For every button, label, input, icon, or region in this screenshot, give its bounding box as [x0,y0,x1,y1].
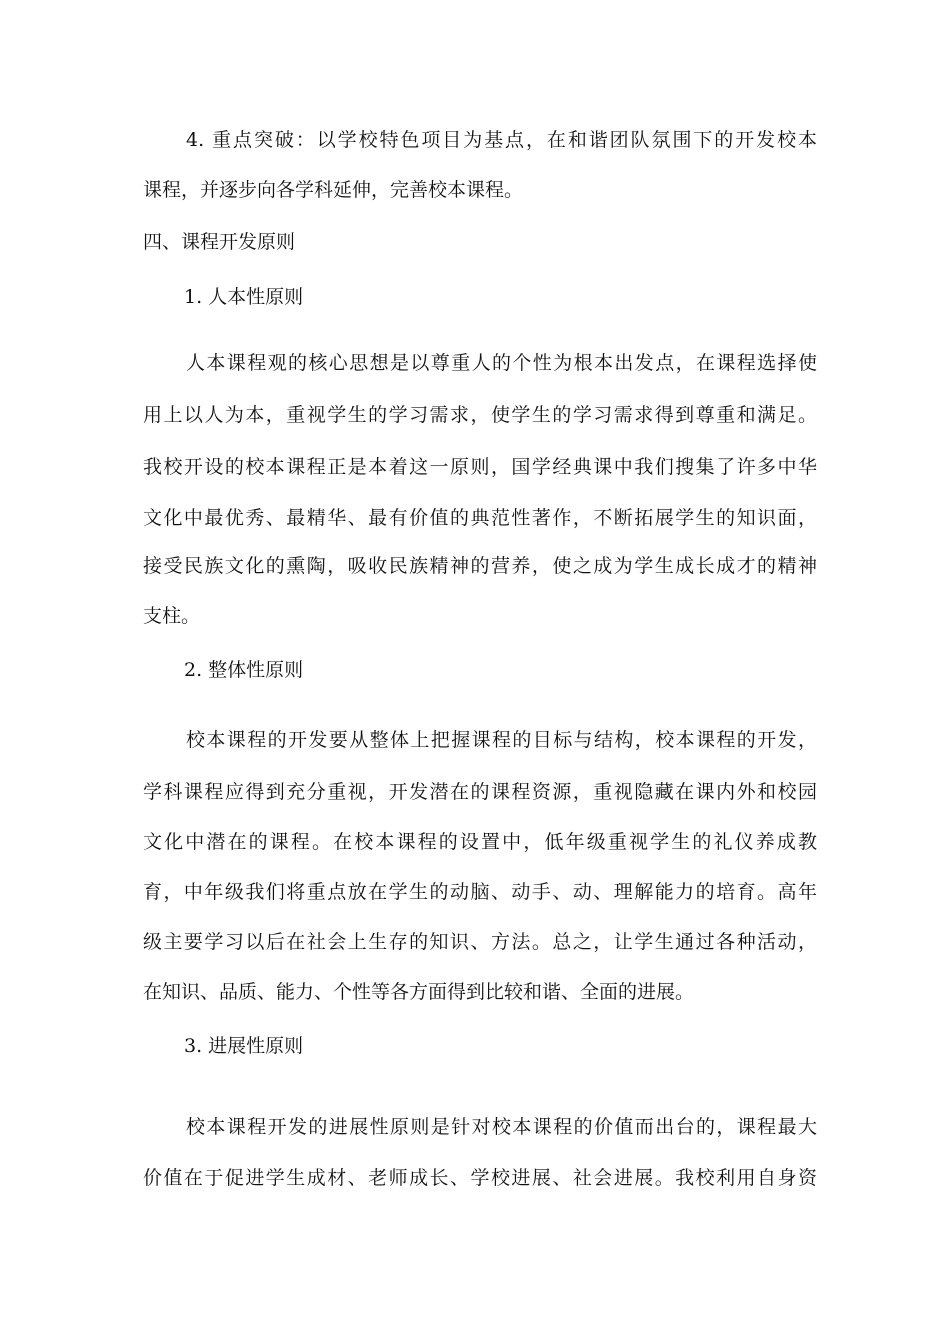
principle1-heading: 1. 人本性原则 [184,286,304,308]
principle2-line: 级主要学习以后在社会上生存的知识、方法。总之，让学生通过各种活动， [143,931,817,953]
principle2-heading: 2. 整体性原则 [184,659,304,681]
principle1-line: 接受民族文化的熏陶，吸收民族精神的营养，使之成为学生成长成才的精神 [143,555,817,577]
principle3-line: 校本课程开发的进展性原则是针对校本课程的价值而出台的，课程最大 [186,1116,817,1138]
principle1-line: 我校开设的校本课程正是本着这一原则，国学经典课中我们搜集了许多中华 [143,456,817,478]
principle3-line: 价值在于促进学生成材、老师成长、学校进展、社会进展。我校利用自身资 [143,1167,817,1189]
principle3-heading: 3. 进展性原则 [184,1035,304,1057]
section-heading: 四、课程开发原则 [143,231,296,253]
principle2-line: 文化中潜在的课程。在校本课程的设置中，低年级重视学生的礼仪养成教 [143,831,817,853]
principle1-line: 人本课程观的核心思想是以尊重人的个性为根本出发点，在课程选择使 [186,352,817,374]
principle2-line: 育，中年级我们将重点放在学生的动脑、动手、动、理解能力的培育。高年 [143,881,817,903]
principle1-line: 支柱。 [143,605,201,627]
principle1-line: 用上以人为本，重视学生的学习需求，使学生的学习需求得到尊重和满足。 [143,404,817,426]
principle2-line: 在知识、品质、能力、个性等各方面得到比较和谐、全面的进展。 [143,981,695,1003]
principle1-line: 文化中最优秀、最精华、最有价值的典范性著作，不断拓展学生的知识面， [143,507,817,529]
item4-line-1: 4. 重点突破：以学校特色项目为基点，在和谐团队氛围下的开发校本 [186,129,817,151]
item4-line-2: 课程，并逐步向各学科延伸，完善校本课程。 [143,179,524,201]
principle2-line: 学科课程应得到充分重视，开发潜在的课程资源，重视隐藏在课内外和校园 [143,781,817,803]
principle2-line: 校本课程的开发要从整体上把握课程的目标与结构，校本课程的开发， [186,729,817,751]
